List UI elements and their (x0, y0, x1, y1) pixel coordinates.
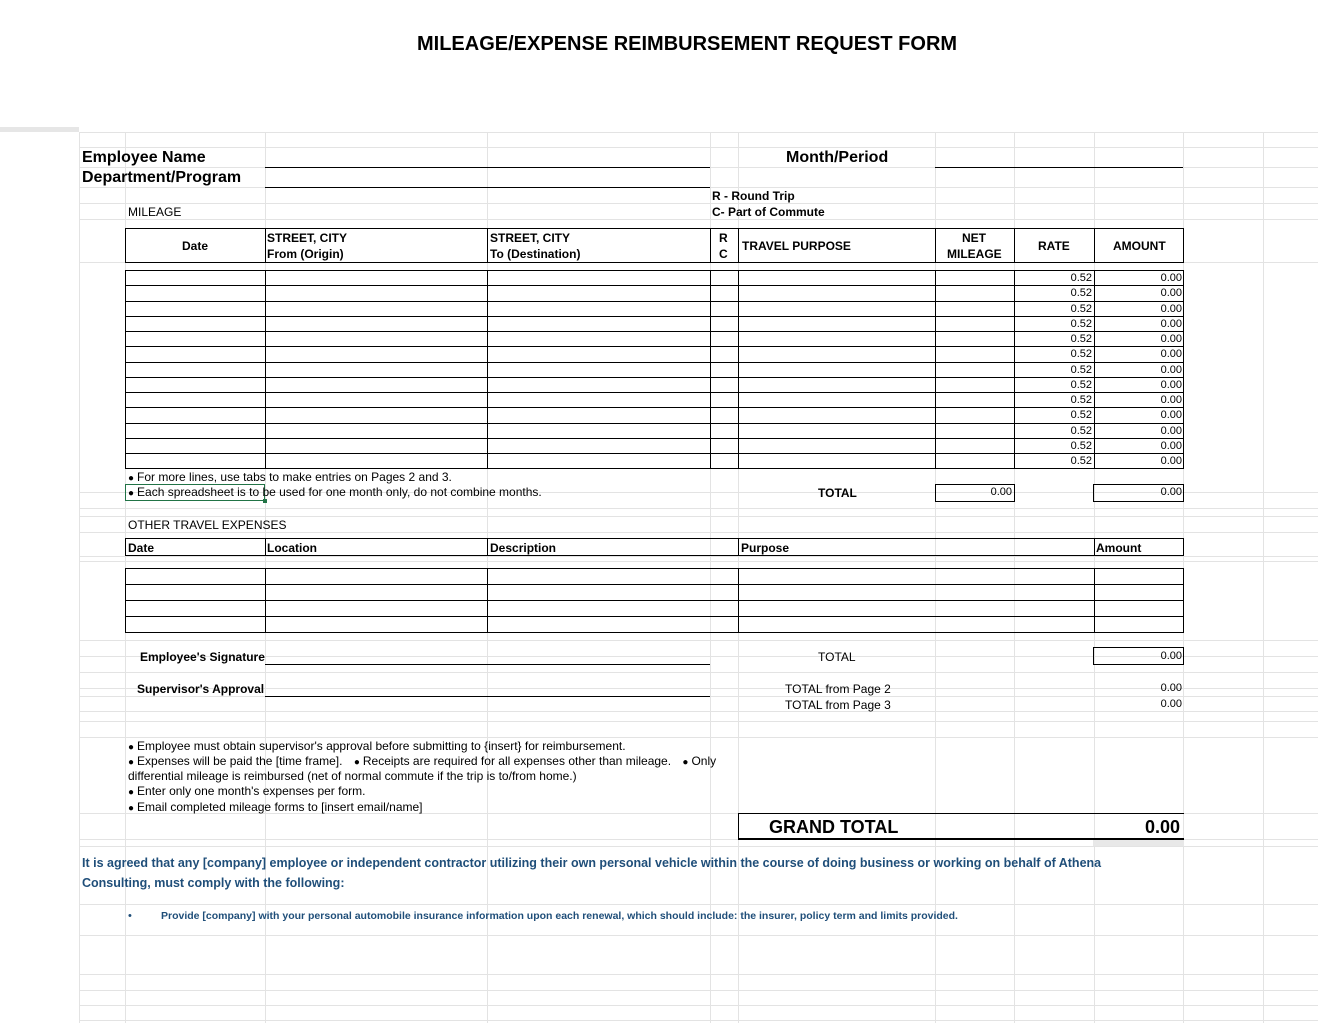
employee-name-field[interactable] (266, 148, 709, 167)
mileage-rate-cell: 0.52 (1070, 318, 1092, 330)
legend-commute: C- Part of Commute (712, 205, 825, 219)
grid-row-line (79, 219, 1318, 220)
mileage-section-label: MILEAGE (128, 205, 182, 219)
department-underline (265, 187, 710, 188)
month-period-label: Month/Period (786, 149, 889, 166)
instruction-differential: differential mileage is reimbursed (net of normal commute if the trip is to/from home.) (128, 769, 577, 783)
grand-total-value: 0.00 (1144, 817, 1180, 837)
total-page2-label: TOTAL from Page 2 (785, 682, 891, 696)
grand-total-left-line (738, 813, 739, 839)
mileage-amount-cell: 0.00 (1160, 409, 1182, 421)
mileage-rate-cell: 0.52 (1070, 409, 1092, 421)
grid-row-line (79, 737, 1318, 738)
col-from-top: STREET, CITY (267, 231, 348, 245)
grid-row-line (79, 711, 1318, 712)
mileage-row-line (125, 453, 1184, 454)
grid-row-line (79, 203, 1318, 204)
grand-total-label: GRAND TOTAL (769, 817, 899, 837)
month-period-underline (935, 167, 1183, 168)
grid-row-line (79, 721, 1318, 722)
grid-row-line (79, 974, 1318, 975)
grid-row-line (79, 904, 1318, 905)
supervisor-approval-label: Supervisor's Approval (137, 682, 265, 696)
employee-signature-label: Employee's Signature (140, 650, 265, 664)
mileage-amount-cell: 0.00 (1160, 287, 1182, 299)
department-label: Department/Program (82, 169, 242, 186)
total-amount: 0.00 (1160, 486, 1182, 498)
grid-row-line (79, 508, 1318, 509)
grid-row-line (79, 1005, 1318, 1006)
mileage-row-line (125, 285, 1184, 286)
col-rate: RATE (1038, 239, 1070, 253)
mileage-row-line (125, 316, 1184, 317)
month-period-field[interactable] (936, 148, 1182, 167)
grid-col-line (1263, 132, 1264, 1023)
mileage-amount-cell: 0.00 (1160, 394, 1182, 406)
other-total-value: 0.00 (1160, 650, 1182, 662)
instruction-one-month: ● Enter only one month's expenses per form. (128, 784, 365, 798)
legend-round-trip: R - Round Trip (712, 189, 795, 203)
grid-row-line (79, 672, 1318, 673)
grid-row-line (79, 532, 1318, 533)
grid-row-line (79, 556, 1318, 557)
grid-row-line (79, 846, 1318, 847)
mileage-rate-cell: 0.52 (1070, 272, 1092, 284)
col-rc-top: R (719, 231, 728, 245)
grid-row-line (79, 516, 1318, 517)
col-from-bottom: From (Origin) (267, 247, 344, 261)
mileage-rate-cell: 0.52 (1070, 333, 1092, 345)
mileage-row-line (125, 301, 1184, 302)
other-expenses-label: OTHER TRAVEL EXPENSES (128, 518, 287, 532)
instruction-time-frame: ● Expenses will be paid the [time frame]. (128, 754, 342, 768)
mileage-amount-cell: 0.00 (1160, 425, 1182, 437)
mileage-amount-cell: 0.00 (1160, 364, 1182, 376)
other-col-purpose: Purpose (741, 541, 790, 555)
col-to-top: STREET, CITY (490, 231, 571, 245)
mileage-row-line (125, 468, 1184, 469)
mileage-row-line (125, 392, 1184, 393)
grid-col-line (79, 132, 80, 1023)
selected-cell-handle[interactable] (263, 499, 267, 503)
grid-col-line (710, 132, 711, 1023)
grid-header-shadow (0, 127, 79, 132)
total-page2-value: 0.00 (1160, 682, 1182, 694)
grid-row-line (79, 990, 1318, 991)
mileage-rate-cell: 0.52 (1070, 440, 1092, 452)
mileage-rate-cell: 0.52 (1070, 425, 1092, 437)
total-net-mileage: 0.00 (990, 486, 1012, 498)
note-more-lines: ● For more lines, use tabs to make entries on Pages 2 and 3. (128, 470, 452, 484)
mileage-amount-cell: 0.00 (1160, 333, 1182, 345)
grid-row-line (79, 561, 1318, 562)
col-date: Date (182, 239, 209, 253)
other-col-description: Description (490, 541, 557, 555)
form-title: MILEAGE/EXPENSE REIMBURSEMENT REQUEST FORM (417, 33, 958, 55)
grid-row-line (79, 935, 1318, 936)
other-col-date: Date (128, 541, 155, 555)
mileage-rate-cell: 0.52 (1070, 348, 1092, 360)
mileage-row-line (125, 331, 1184, 332)
col-rc-bottom: C (719, 247, 728, 261)
grid-row-line (79, 640, 1318, 641)
mileage-amount-cell: 0.00 (1160, 318, 1182, 330)
agreement-bullet-marker: • (128, 910, 132, 922)
instruction-receipts: ● Receipts are required for all expenses other than mileage. (354, 754, 671, 768)
mileage-rate-cell: 0.52 (1070, 455, 1092, 467)
mileage-amount-cell: 0.00 (1160, 455, 1182, 467)
instruction-only: ● Only (682, 754, 716, 768)
mileage-row-line (125, 377, 1184, 378)
col-to-bottom: To (Destination) (490, 247, 581, 261)
mileage-rate-cell: 0.52 (1070, 379, 1092, 391)
mileage-rate-cell: 0.52 (1070, 303, 1092, 315)
mileage-amount-cell: 0.00 (1160, 348, 1182, 360)
mileage-total-label: TOTAL (818, 486, 857, 500)
mileage-row-line (125, 423, 1184, 424)
other-col-amount: Amount (1096, 541, 1142, 555)
total-page3-value: 0.00 (1160, 698, 1182, 710)
supervisor-approval-field[interactable] (266, 680, 709, 696)
agreement-line1: It is agreed that any [company] employee or independent contractor utilizing their own personal vehicle within the course of doing business or working on behalf of Athena (82, 856, 1102, 870)
employee-name-label: Employee Name (82, 149, 206, 166)
mileage-row-line (125, 438, 1184, 439)
other-col-location: Location (267, 541, 317, 555)
grand-total-top-line (738, 813, 1184, 814)
mileage-rate-cell: 0.52 (1070, 287, 1092, 299)
grand-total-shadow (1093, 840, 1184, 846)
mileage-rate-cell: 0.52 (1070, 364, 1092, 376)
mileage-amount-cell: 0.00 (1160, 440, 1182, 452)
mileage-row-line (125, 346, 1184, 347)
instruction-email: ● Email completed mileage forms to [insert email/name] (128, 800, 423, 814)
grid-row-line (79, 132, 1318, 133)
note-one-month: ● Each spreadsheet is to be used for one month only, do not combine months. (128, 485, 542, 499)
agreement-line2: Consulting, must comply with the following: (82, 876, 345, 890)
grid-row-line (79, 1020, 1318, 1021)
col-amount: AMOUNT (1113, 239, 1166, 253)
mileage-amount-cell: 0.00 (1160, 379, 1182, 391)
mileage-rate-cell: 0.52 (1070, 394, 1092, 406)
agreement-bullet-insurance: Provide [company] with your personal automobile insurance information upon each renewal, which should include: the insurer, policy term and limits provided. (161, 910, 958, 922)
grid-col-line (1014, 132, 1015, 1023)
mileage-row-line (125, 407, 1184, 408)
department-field[interactable] (266, 168, 709, 187)
mileage-amount-cell: 0.00 (1160, 303, 1182, 315)
col-net-top: NET (962, 231, 986, 245)
other-total-label: TOTAL (818, 650, 856, 664)
col-travel-purpose: TRAVEL PURPOSE (742, 239, 851, 253)
total-page3-label: TOTAL from Page 3 (785, 698, 891, 712)
grid-col-line (935, 132, 936, 1023)
employee-signature-field[interactable] (266, 648, 709, 664)
mileage-row-line (125, 362, 1184, 363)
col-net-bottom: MILEAGE (947, 247, 1002, 261)
instruction-approval: ● Employee must obtain supervisor's approval before submitting to {insert} for reimbursement. (128, 739, 626, 753)
mileage-amount-cell: 0.00 (1160, 272, 1182, 284)
instruction-payment-line (128, 754, 716, 768)
